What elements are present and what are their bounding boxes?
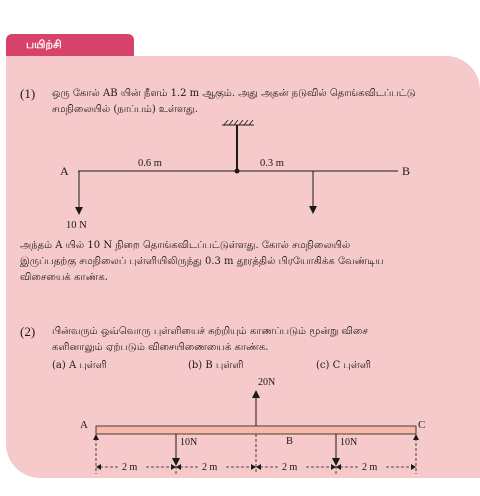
q1-label-b: B bbox=[402, 164, 411, 178]
q2-label-b: B bbox=[286, 436, 294, 447]
q1-dist-left: 0.6 m bbox=[138, 158, 162, 169]
q2-line1: பின்வரும் ஒவ்வொரு புள்ளியைச் சுற்றியும் காணப்படும் மூன்று விசை bbox=[52, 326, 368, 337]
q1-text1: அந்தம் A யில் 10 N நிறை தொங்கவிடப்பட்டுள்ளது. கோல் சமநிலையில் bbox=[20, 240, 351, 251]
q2-number: (2) bbox=[20, 324, 36, 339]
q2-beam bbox=[96, 426, 416, 434]
q2-seg2: 2 m bbox=[202, 462, 218, 473]
q2-opt-a: (a) A புள்ளி bbox=[52, 360, 107, 371]
q1-text2: இருப்பதற்கு சமநிலைப் புள்ளியிலிருந்து 0.3 m தூரத்தில் பிரயோகிக்க வேண்டிய bbox=[20, 256, 384, 267]
q2-force-2: 10N bbox=[340, 437, 358, 448]
q2-opt-b: (b) B புள்ளி bbox=[188, 360, 244, 371]
q2-label-c: C bbox=[418, 419, 426, 431]
q1-dist-right: 0.3 m bbox=[260, 158, 284, 169]
q2-diagram bbox=[0, 370, 480, 490]
q2-seg3: 2 m bbox=[282, 462, 298, 473]
q1-label-a: A bbox=[60, 164, 69, 178]
q1-number: (1) bbox=[20, 86, 36, 101]
q2-force-up: 20N bbox=[258, 377, 276, 388]
q1-line2: சமநிலையில் (நாப்பம்) உள்ளது. bbox=[52, 104, 198, 115]
q2-seg1: 2 m bbox=[122, 462, 138, 473]
q1-force-a: 10 N bbox=[66, 220, 87, 231]
q2-force-1: 10N bbox=[180, 437, 198, 448]
q2-opt-c: (c) C புள்ளி bbox=[316, 360, 371, 371]
q1-text3: விசையைக் காண்க. bbox=[20, 272, 108, 283]
q2-line2: களினாலும் ஏற்படும் விசையிணையைக் காண்க. bbox=[52, 342, 269, 353]
q1-diagram bbox=[0, 110, 480, 350]
exercise-tab: பயிற்சி bbox=[6, 34, 134, 56]
q2-label-a: A bbox=[80, 419, 88, 431]
q1-line1: ஒரு கோல் AB யின் நீளம் 1.2 m ஆகும். அது அதன் நடுவில் தொங்கவிடப்பட்டு bbox=[52, 88, 416, 99]
q2-seg4: 2 m bbox=[362, 462, 378, 473]
